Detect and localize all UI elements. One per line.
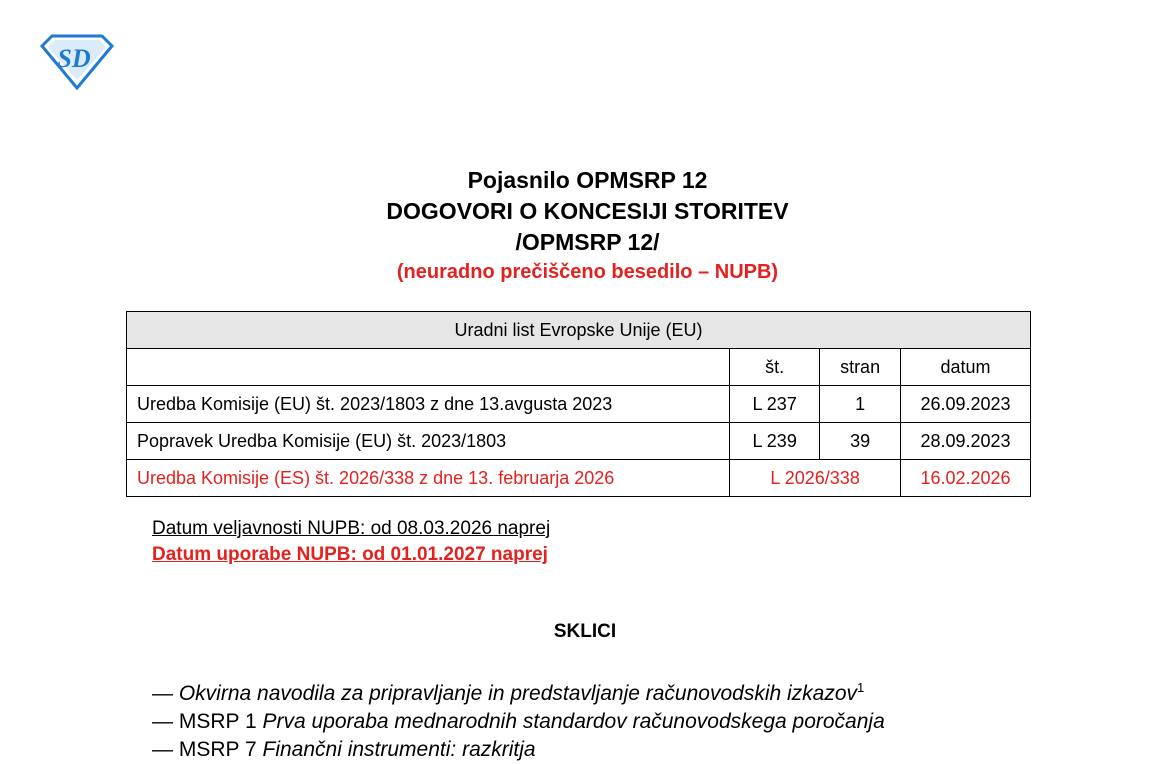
row-st-stran: L 2026/338 [730,460,901,497]
row-st: L 239 [730,423,820,460]
dash: — [152,710,173,733]
dash: — [152,738,173,761]
company-logo [40,34,114,90]
svg-text:SD: SD [57,44,91,73]
row-desc: Uredba Komisije (ES) št. 2026/338 z dne 13. februarja 2026 [127,460,730,497]
application-date: Datum uporabe NUPB: od 01.01.2027 naprej [152,544,548,565]
col-st: št. [730,349,820,386]
col-stran: stran [820,349,901,386]
table-row [127,423,1031,460]
row-desc: Uredba Komisije (EU) št. 2023/1803 z dne 13.avgusta 2023 [127,386,730,423]
title-line1: Pojasnilo OPMSRP 12 [467,167,708,193]
reference-title: Okvirna navodila za pripravljanje in predstavljanje računovodskih izkazov [178,682,858,705]
title-block [0,165,1157,286]
table-column-row [127,349,1031,386]
reference-title: Finančni instrumenti: razkritja [262,738,536,761]
references-list [152,674,885,764]
title-line3: /OPMSRP 12/ [515,229,660,255]
list-item [152,674,885,708]
table-header-row [127,312,1031,349]
nupb-dates [152,516,550,568]
row-datum: 26.09.2023 [901,386,1031,423]
official-journal-table [126,311,1031,497]
reference-title: Prva uporaba mednarodnih standardov računovodskega poročanja [262,710,885,733]
validity-date: Datum veljavnosti NUPB: od 08.03.2026 naprej [152,518,551,539]
reference-code: MSRP 1 [178,710,257,733]
sklici-heading: SKLICI [553,621,617,642]
table-row [127,386,1031,423]
row-stran: 39 [820,423,901,460]
dash: — [152,682,173,705]
row-st: L 237 [730,386,820,423]
col-datum: datum [901,349,1031,386]
title-line2: DOGOVORI O KONCESIJI STORITEV [386,198,789,224]
table-row [127,460,1031,497]
footnote-mark: 1 [857,680,865,695]
table-header: Uradni list Evropske Unije (EU) [127,312,1031,349]
subtitle: (neuradno prečiščeno besedilo – NUPB) [396,261,779,283]
row-datum: 16.02.2026 [901,460,1031,497]
row-stran: 1 [820,386,901,423]
row-datum: 28.09.2023 [901,423,1031,460]
row-desc: Popravek Uredba Komisije (EU) št. 2023/1803 [127,423,730,460]
reference-code: MSRP 7 [178,738,257,761]
list-item [152,708,885,736]
col-desc [127,349,730,386]
list-item [152,736,885,764]
